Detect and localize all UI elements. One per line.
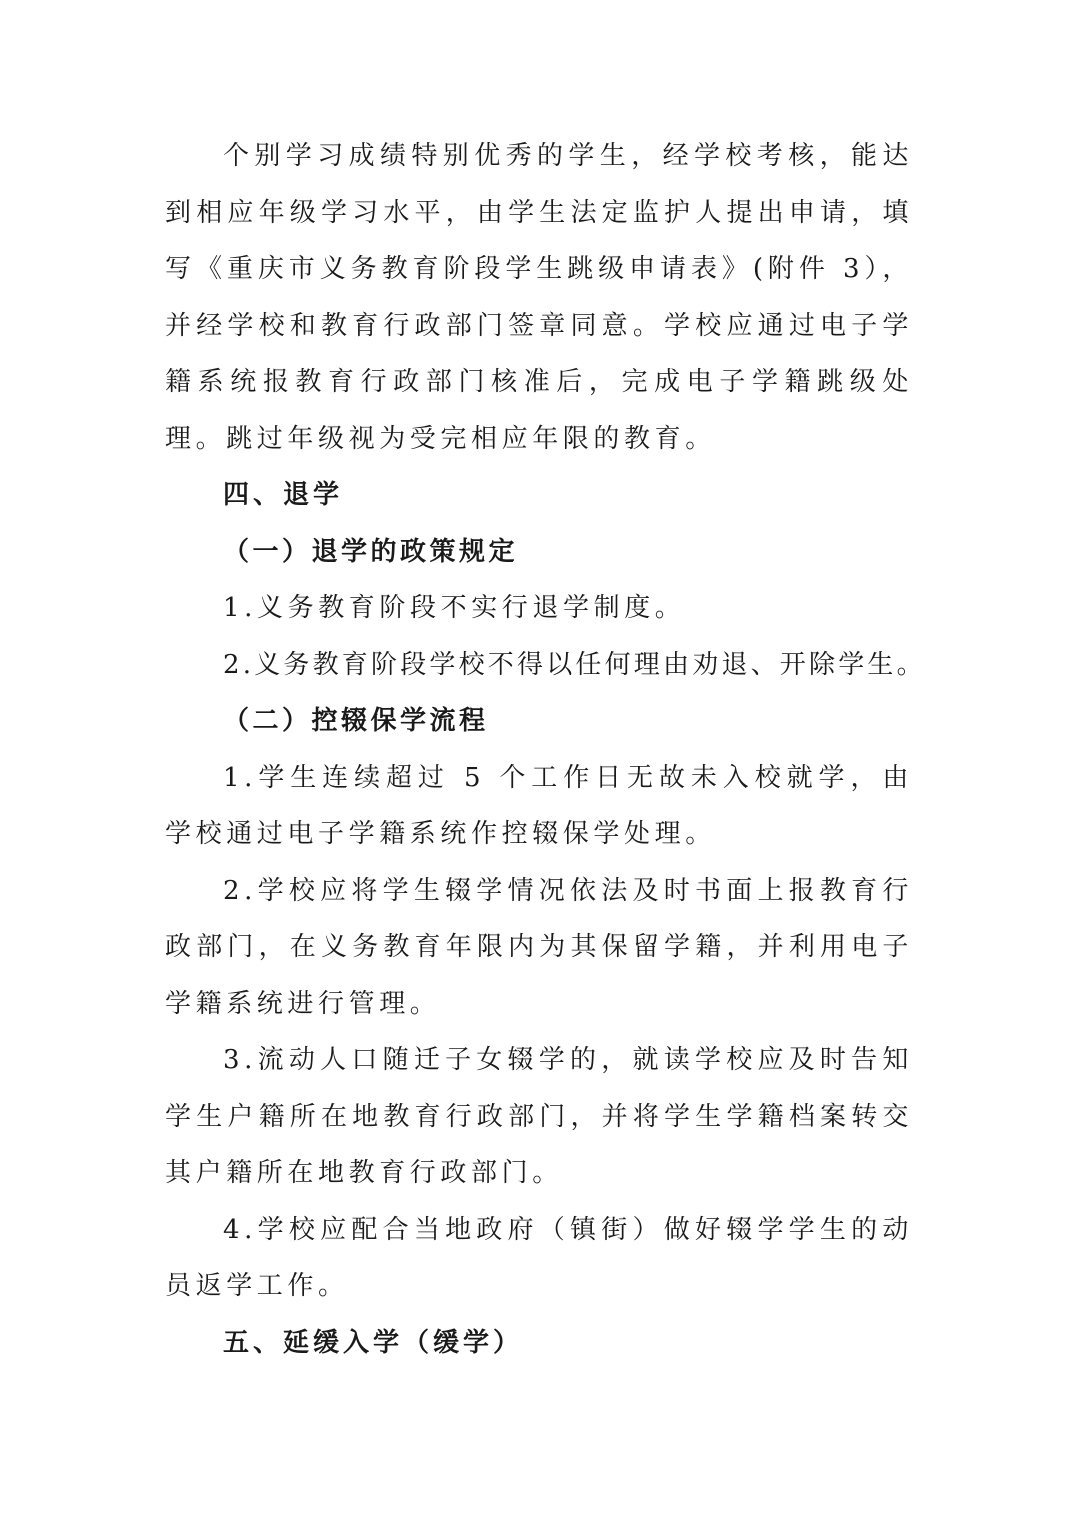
process-item-2: 2.学校应将学生辍学情况依法及时书面上报教育行政部门，在义务教育年限内为其保留学籍，并利用电子学籍系统进行管理。	[165, 875, 913, 1019]
document-body	[165, 128, 926, 1371]
policy-item-2: 2.义务教育阶段学校不得以任何理由劝退、开除学生。	[223, 649, 926, 680]
paragraph-skip-grade: 个别学习成绩特别优秀的学生，经学校考核，能达到相应年级学习水平，由学生法定监护人提出申请，填写《重庆市义务教育阶段学生跳级申请表》(附件 3），并经学校和教育行政部门签章同意。学校应通过电子学籍系统报教育行政部门核准后，完成电子学籍跳级处理。跳过年级视为受完相应年限的教育。	[165, 141, 913, 454]
section-five-title: 五、延缓入学（缓学）	[223, 1327, 524, 1358]
section-four-title: 四、退学	[223, 480, 344, 510]
subsection-one-title: （一）退学的政策规定	[223, 536, 519, 567]
process-item-4: 4.学校应配合当地政府（镇街）做好辍学学生的动员返学工作。	[165, 1214, 913, 1301]
subsection-two-title: （二）控辍保学流程	[223, 706, 489, 736]
policy-item-1: 1.义务教育阶段不实行退学制度。	[223, 593, 686, 623]
process-item-3: 3.流动人口随迁子女辍学的，就读学校应及时告知学生户籍所在地教育行政部门，并将学生学籍档案转交其户籍所在地教育行政部门。	[165, 1045, 913, 1188]
process-item-1: 1.学生连续超过 5 个工作日无故未入校就学，由学校通过电子学籍系统作控辍保学处理。	[165, 762, 913, 849]
